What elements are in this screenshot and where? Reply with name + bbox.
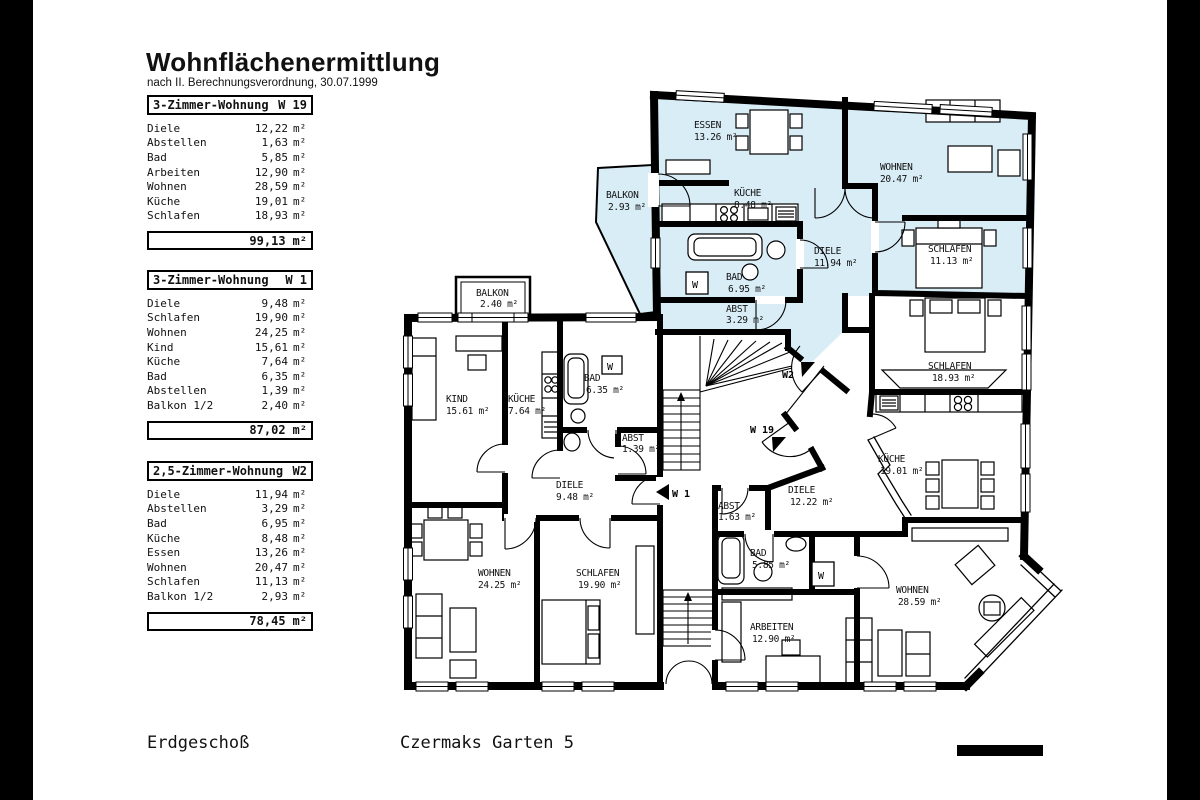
room-label-diele-w2: DIELE 11.94 m² bbox=[814, 246, 858, 269]
room-label-bad-w1: BAD 6.35 m² bbox=[584, 373, 624, 396]
row-label: Schlafen bbox=[147, 209, 200, 223]
row-label: Diele bbox=[147, 121, 181, 135]
row-unit: m² bbox=[293, 165, 307, 179]
row-label: Küche bbox=[147, 531, 181, 545]
row-unit: m² bbox=[293, 325, 307, 339]
room-label-schlafen-w1: SCHLAFEN 19.90 m² bbox=[576, 568, 622, 591]
room-label-schlafen-w19: SCHLAFEN 18.93 m² bbox=[928, 361, 976, 384]
washer-label: W bbox=[818, 571, 825, 582]
room-label-bad-w19: BAD 5.85 m² bbox=[750, 548, 790, 571]
row-unit: m² bbox=[293, 384, 307, 398]
row-label: Bad bbox=[147, 150, 167, 164]
row-value: 20,47 bbox=[254, 560, 288, 574]
row-value: 19,90 bbox=[254, 311, 288, 325]
marker-w2: W2 bbox=[782, 370, 795, 381]
row-label: Abstellen bbox=[147, 136, 207, 150]
scale-bar bbox=[957, 745, 1043, 756]
row-label: Abstellen bbox=[147, 384, 207, 398]
room-label-arbeiten-w19: ARBEITEN 12.90 m² bbox=[750, 622, 796, 645]
row-label: Schlafen bbox=[147, 311, 200, 325]
room-label-wohnen-w2: WOHNEN 20.47 m² bbox=[880, 162, 924, 185]
row-label: Bad bbox=[147, 516, 167, 530]
room-label-wohnen-w19: WOHNEN 28.59 m² bbox=[896, 585, 942, 608]
row-label: Wohnen bbox=[147, 560, 187, 574]
row-unit: m² bbox=[293, 194, 307, 208]
row-value: 8,48 bbox=[261, 531, 288, 545]
page-subtitle: nach II. Berechnungsverordnung, 30.07.1999 bbox=[147, 77, 378, 89]
row-unit: m² bbox=[293, 136, 307, 150]
row-value: 11,13 bbox=[254, 575, 288, 589]
row-value: 11,94 bbox=[254, 487, 288, 501]
row-value: 5,85 bbox=[261, 150, 288, 164]
table-unit-id: W 19 bbox=[278, 98, 307, 112]
row-unit: m² bbox=[293, 546, 307, 560]
row-label: Arbeiten bbox=[147, 165, 200, 179]
row-value: 6,95 bbox=[261, 516, 288, 530]
room-label-schlafen-w2: SCHLAFEN 11.13 m² bbox=[928, 244, 974, 267]
row-label: Abstellen bbox=[147, 502, 207, 516]
row-value: 1,39 bbox=[261, 384, 288, 398]
row-unit: m² bbox=[293, 575, 307, 589]
room-label-balkon-w2: BALKON 2.93 m² bbox=[606, 190, 646, 213]
room-label-diele-w19: DIELE 12.22 m² bbox=[788, 485, 834, 508]
row-unit: m² bbox=[293, 589, 307, 603]
row-label: Wohnen bbox=[147, 180, 187, 194]
row-unit: m² bbox=[293, 369, 307, 383]
row-value: 12,90 bbox=[254, 165, 288, 179]
total-value: 87,02 bbox=[249, 423, 286, 438]
row-label: Essen bbox=[147, 546, 181, 560]
row-value: 15,61 bbox=[254, 340, 288, 354]
table-title: 3-Zimmer-Wohnung bbox=[153, 98, 269, 112]
row-unit: m² bbox=[293, 180, 307, 194]
page-title: Wohnflächenermittlung bbox=[146, 47, 441, 77]
table-unit-id: W 1 bbox=[285, 273, 307, 287]
row-value: 18,93 bbox=[254, 209, 288, 223]
row-label: Balkon 1/2 bbox=[147, 589, 214, 603]
row-unit: m² bbox=[293, 560, 307, 574]
row-value: 24,25 bbox=[254, 325, 288, 339]
room-label-diele-w1: DIELE 9.48 m² bbox=[556, 480, 594, 503]
total-value: 78,45 bbox=[249, 614, 286, 629]
room-label-kueche-w19: KÜCHE 19.01 m² bbox=[878, 454, 924, 477]
entry-arrow-w2 bbox=[801, 362, 815, 377]
total-unit: m² bbox=[292, 233, 307, 248]
room-label-balkon-w1: BALKON 2.40 m² bbox=[476, 288, 518, 310]
row-value: 7,64 bbox=[261, 355, 288, 369]
table-unit-id: W2 bbox=[292, 464, 307, 478]
row-unit: m² bbox=[293, 355, 307, 369]
row-unit: m² bbox=[293, 502, 307, 516]
row-unit: m² bbox=[293, 209, 307, 223]
address-label: Czermaks Garten 5 bbox=[400, 733, 574, 753]
row-unit: m² bbox=[293, 340, 307, 354]
room-label-bad-w2: BAD 6.95 m² bbox=[726, 272, 766, 295]
row-unit: m² bbox=[293, 121, 307, 135]
row-label: Schlafen bbox=[147, 575, 200, 589]
table-title: 3-Zimmer-Wohnung bbox=[153, 273, 269, 287]
washer-label: W bbox=[607, 362, 614, 373]
row-value: 1,63 bbox=[261, 136, 288, 150]
row-label: Bad bbox=[147, 369, 167, 383]
row-unit: m² bbox=[293, 487, 307, 501]
row-value: 3,29 bbox=[261, 502, 288, 516]
row-label: Küche bbox=[147, 355, 181, 369]
row-value: 12,22 bbox=[254, 121, 288, 135]
room-label-wohnen-w1: WOHNEN 24.25 m² bbox=[478, 568, 522, 591]
row-value: 28,59 bbox=[254, 180, 288, 194]
row-label: Küche bbox=[147, 194, 181, 208]
floor-label: Erdgeschoß bbox=[147, 733, 250, 753]
row-unit: m² bbox=[293, 296, 307, 310]
total-unit: m² bbox=[292, 423, 307, 438]
row-label: Balkon 1/2 bbox=[147, 398, 214, 412]
room-label-abst-w19: ABST 1.63 m² bbox=[718, 501, 756, 523]
total-unit: m² bbox=[292, 614, 307, 629]
row-value: 13,26 bbox=[254, 546, 288, 560]
marker-w19: W 19 bbox=[750, 425, 775, 436]
row-value: 19,01 bbox=[254, 194, 288, 208]
entry-arrow-w19 bbox=[772, 437, 786, 452]
row-label: Diele bbox=[147, 296, 181, 310]
row-value: 2,93 bbox=[261, 589, 288, 603]
row-label: Diele bbox=[147, 487, 181, 501]
row-value: 2,40 bbox=[261, 398, 288, 412]
room-label-abst-w1: ABST 1.39 m² bbox=[622, 433, 660, 455]
room-label-kueche-w1: KÜCHE 7.64 m² bbox=[508, 394, 546, 417]
room-label-kind-w1: KIND 15.61 m² bbox=[446, 394, 490, 417]
washer-label: W bbox=[692, 280, 699, 291]
room-label-kueche-w2: KÜCHE 8.48 m² bbox=[734, 188, 772, 211]
row-unit: m² bbox=[293, 398, 307, 412]
total-value: 99,13 bbox=[249, 233, 286, 248]
row-label: Kind bbox=[147, 340, 174, 354]
room-label-abst-w2: ABST 3.29 m² bbox=[726, 304, 764, 326]
row-value: 6,35 bbox=[261, 369, 288, 383]
marker-w1: W 1 bbox=[672, 489, 691, 500]
row-unit: m² bbox=[293, 516, 307, 530]
room-label-essen-w2: ESSEN 13.26 m² bbox=[694, 120, 738, 143]
row-unit: m² bbox=[293, 311, 307, 325]
row-value: 9,48 bbox=[261, 296, 288, 310]
row-unit: m² bbox=[293, 531, 307, 545]
row-label: Wohnen bbox=[147, 325, 187, 339]
table-title: 2,5-Zimmer-Wohnung bbox=[153, 464, 284, 478]
row-unit: m² bbox=[293, 150, 307, 164]
